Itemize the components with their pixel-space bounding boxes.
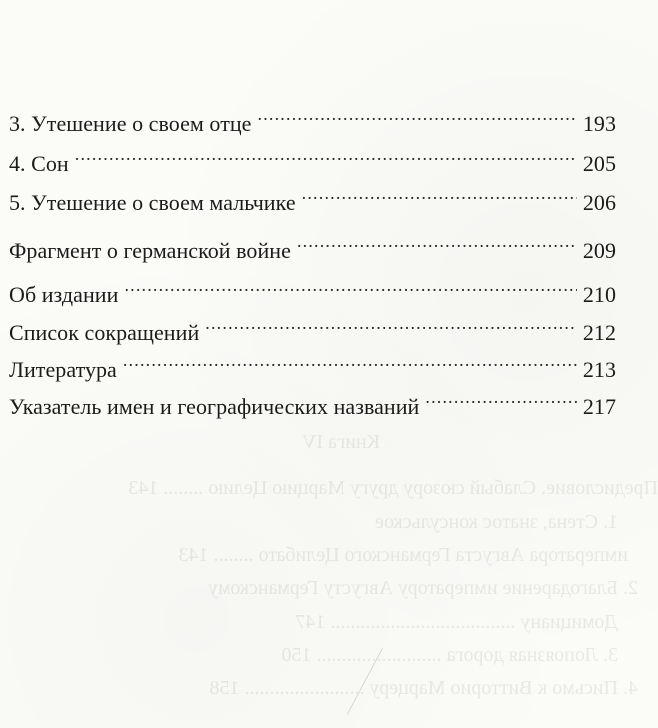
toc-entry[interactable] <box>9 314 616 346</box>
toc-entry[interactable] <box>9 145 616 177</box>
toc-entry[interactable] <box>9 276 616 308</box>
dot-leader <box>302 184 577 210</box>
toc-entry-page: 206 <box>582 190 616 215</box>
bleed-line: 1. Стена, знатос консульское <box>374 511 618 533</box>
dot-leader <box>124 276 576 302</box>
dot-leader <box>297 232 577 258</box>
toc-entry-page: 212 <box>582 320 616 345</box>
toc-entry-title: 3. Утешение о своем отце <box>9 111 252 136</box>
toc-entry-title: 5. Утешение о своем мальчике <box>9 190 296 215</box>
toc-entry-page: 193 <box>582 111 616 136</box>
toc-entry-page: 213 <box>582 357 616 382</box>
dot-leader <box>425 388 576 414</box>
toc-entry[interactable] <box>9 388 616 420</box>
toc-entry-title: Список сокращений <box>9 320 200 345</box>
toc-entry-title: Фрагмент о германской войне <box>9 238 291 263</box>
toc-entry[interactable] <box>9 105 616 137</box>
bleed-line: Предисловие. Слабый сюзору другу Марцию Целию ........ 143 <box>128 477 658 499</box>
dot-leader <box>75 145 577 171</box>
toc-entry[interactable] <box>9 184 616 216</box>
bleed-line: императора Августа Германского Целибато ........ 143 <box>178 544 628 566</box>
toc-entry-title: 4. Сон <box>9 151 69 176</box>
dot-leader <box>258 105 577 131</box>
dot-leader <box>205 314 577 340</box>
toc-entry-page: 209 <box>582 238 616 263</box>
toc-entry-page: 217 <box>582 394 616 419</box>
toc-entry-title: Указатель имен и географических названий <box>9 394 420 419</box>
toc-entry-page: 205 <box>582 151 616 176</box>
toc-entry-page: 210 <box>582 282 616 307</box>
toc-entry-title: Об издании <box>9 282 119 307</box>
bleed-line: Книга IV <box>302 431 380 453</box>
toc-entry-title: Литература <box>9 357 117 382</box>
bleed-line: 2. Благодарение императору Августу Германскому <box>208 577 638 599</box>
bleed-line: Домициану ..................................... 147 <box>295 611 618 633</box>
bleed-line: 4. Письмо к Витторио Марцеру ........................ 158 <box>209 677 638 699</box>
toc-entry[interactable] <box>9 232 616 264</box>
toc-entry[interactable] <box>9 351 616 383</box>
bleed-line: 3. Лопоязная дорога ......................... 150 <box>281 644 618 666</box>
dot-leader <box>123 351 577 377</box>
